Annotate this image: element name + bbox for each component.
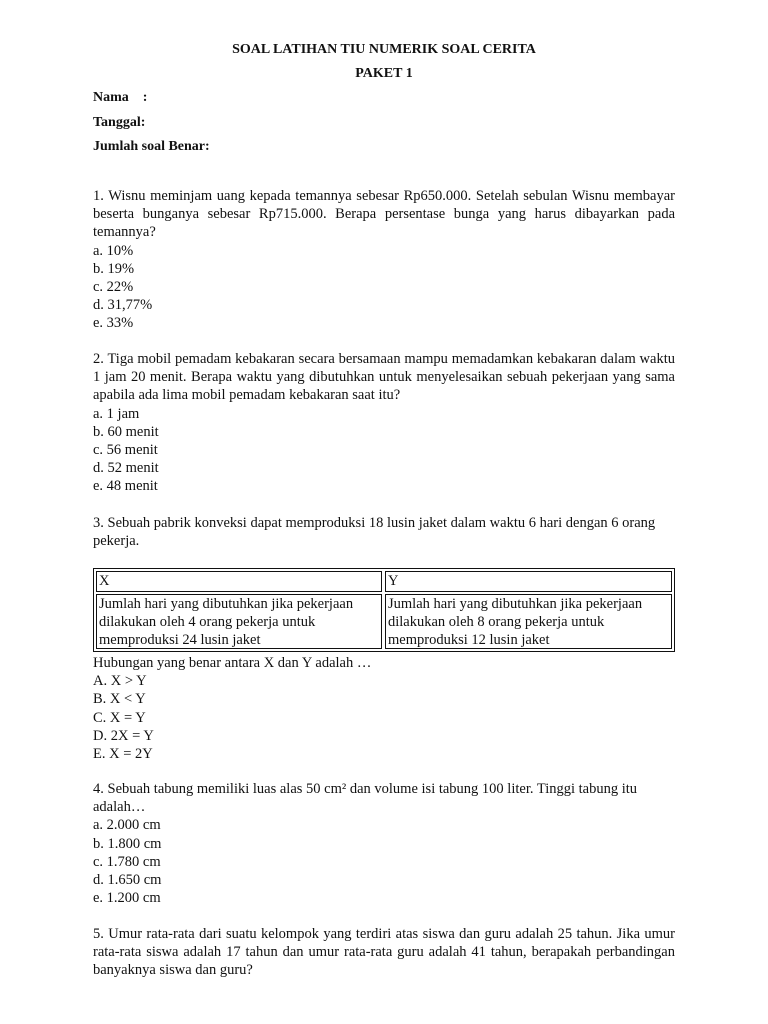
table-header-y: Y xyxy=(385,571,672,592)
question-4-stem: 4. Sebuah tabung memiliki luas alas 50 cm² dan volume isi tabung 100 liter. Tinggi tabung itu adalah… xyxy=(93,781,638,816)
document-subtitle: PAKET 1 xyxy=(355,66,413,81)
option: A. X > Y xyxy=(93,673,147,690)
question-4-options xyxy=(93,816,663,907)
field-jumlah-benar: Jumlah soal Benar: xyxy=(93,139,210,154)
question-1 xyxy=(93,187,675,333)
option: b. 1.800 cm xyxy=(93,835,162,852)
option: e. 33% xyxy=(93,315,134,332)
question-4 xyxy=(93,780,663,907)
table-cell-y: Jumlah hari yang dibutuhkan jika pekerjaan dilakukan oleh 8 orang pekerja untuk memproduksi 12 lusin jaket xyxy=(385,594,672,649)
question-2-stem: 2. Tiga mobil pemadam kebakaran secara bersamaan mampu memadamkan kebakaran dalam waktu 1 jam 20 menit. Berapa waktu yang dibutuhkan untuk menyelesaikan sebuah pekerjaan yang sama apabila ada lima mobil pemadam kebakaran saat itu? xyxy=(93,351,675,404)
question-1-options xyxy=(93,242,675,333)
option: d. 52 menit xyxy=(93,460,159,477)
option: c. 1.780 cm xyxy=(93,853,161,870)
question-3 xyxy=(93,514,663,550)
option: b. 60 menit xyxy=(93,423,159,440)
question-5-stem: 5. Umur rata-rata dari suatu kelompok yang terdiri atas siswa dan guru adalah 25 tahun. Jika umur rata-rata siswa adalah 17 tahun dan umur rata-rata guru adalah 41 tahun, berapakah perbandingan banyaknya siswa dan guru? xyxy=(93,926,675,979)
question-3-options xyxy=(93,672,675,763)
option: d. 1.650 cm xyxy=(93,871,162,888)
option: b. 19% xyxy=(93,260,135,277)
option: a. 10% xyxy=(93,242,134,259)
question-1-stem: 1. Wisnu meminjam uang kepada temannya sebesar Rp650.000. Setelah sebulan Wisnu membayar beserta bunganya sebesar Rp715.000. Berapa persentase bunga yang harus dibayarkan pada temannya? xyxy=(93,188,675,241)
option: d. 31,77% xyxy=(93,297,153,314)
question-3-prompt: Hubungan yang benar antara X dan Y adalah … xyxy=(93,655,372,671)
question-3-answers xyxy=(93,654,675,763)
option: D. 2X = Y xyxy=(93,727,154,744)
option: e. 1.200 cm xyxy=(93,890,161,907)
option: e. 48 menit xyxy=(93,478,158,495)
option: a. 1 jam xyxy=(93,405,140,422)
question-3-stem: 3. Sebuah pabrik konveksi dapat memproduksi 18 lusin jaket dalam waktu 6 hari dengan 6 orang pekerja. xyxy=(93,515,656,550)
document-title: SOAL LATIHAN TIU NUMERIK SOAL CERITA xyxy=(232,42,536,57)
comparison-table xyxy=(93,568,675,652)
field-nama: Nama : xyxy=(93,90,148,105)
question-2 xyxy=(93,350,675,496)
question-5 xyxy=(93,925,675,980)
option: C. X = Y xyxy=(93,709,146,726)
question-2-options xyxy=(93,405,675,496)
table-header-x: X xyxy=(96,571,382,592)
option: E. X = 2Y xyxy=(93,745,153,762)
table-cell-x: Jumlah hari yang dibutuhkan jika pekerjaan dilakukan oleh 4 orang pekerja untuk memproduksi 24 lusin jaket xyxy=(96,594,382,649)
option: a. 2.000 cm xyxy=(93,817,161,834)
option: c. 22% xyxy=(93,278,134,295)
option: c. 56 menit xyxy=(93,441,158,458)
option: B. X < Y xyxy=(93,691,146,708)
field-tanggal: Tanggal: xyxy=(93,115,146,130)
